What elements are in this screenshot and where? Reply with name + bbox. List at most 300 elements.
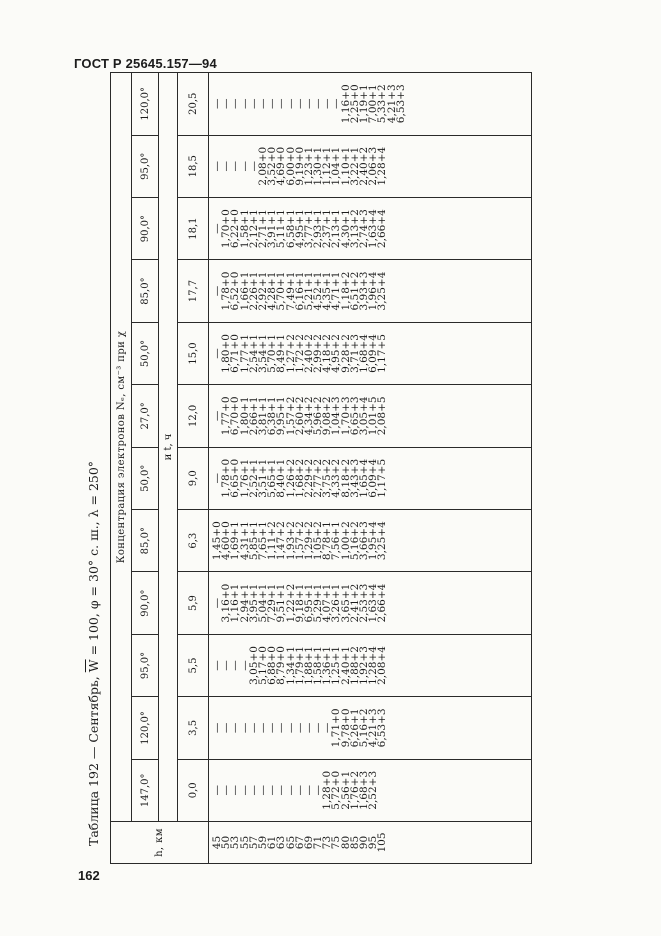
- data-cell: —: [229, 98, 242, 110]
- data-cell: —: [238, 785, 251, 796]
- data-cell: 6,88+0: [266, 646, 279, 685]
- data-column: [209, 572, 532, 634]
- chi-value: 95,0°: [132, 634, 159, 696]
- data-cell: —: [238, 722, 251, 734]
- data-cell: 5,72+0: [330, 770, 343, 810]
- data-cell: 3,81+1: [256, 396, 269, 436]
- data-cell: —: [266, 722, 279, 734]
- data-cell: 1,77+1: [238, 334, 251, 373]
- data-cell: 1,70+3: [339, 396, 352, 436]
- data-cell: 9,28+2: [339, 334, 352, 373]
- data-cell: 4,21+3: [367, 708, 380, 748]
- h-value: 73: [321, 835, 334, 850]
- data-cell: 1,28+4: [367, 646, 380, 685]
- data-cell: 1,10+1: [339, 146, 352, 186]
- chi-value: 147,0°: [132, 759, 159, 821]
- data-cell: —: [211, 722, 223, 734]
- data-cell: 8,18+2: [339, 458, 352, 498]
- data-cell: —: [321, 98, 334, 110]
- data-cell: 5,85+1: [247, 521, 260, 561]
- data-cell: 3,22+1: [348, 146, 361, 186]
- time-value: 5,5: [178, 634, 209, 696]
- data-cell: 5,96+2: [312, 396, 325, 436]
- data-cell: —: [275, 722, 288, 734]
- h-value: 95: [367, 835, 380, 850]
- data-cell: 6,53+3: [394, 84, 407, 124]
- data-cell: 2,66+4: [376, 209, 389, 249]
- h-value: 69: [302, 835, 315, 850]
- data-cell: 1,00+2: [339, 521, 352, 561]
- data-cell: 1,22+2: [284, 583, 297, 623]
- data-cell: 2,92+1: [256, 271, 269, 311]
- data-cell: 4,52+1: [312, 271, 325, 311]
- data-cell: 9,51+1: [275, 583, 288, 623]
- data-cell: 2,08+0: [256, 146, 269, 186]
- data-cell: 3,25+4: [376, 521, 389, 561]
- data-cell: 1,93+2: [284, 521, 297, 561]
- time-value: 9,0: [178, 447, 209, 509]
- data-cell: 2,08+4: [376, 646, 389, 685]
- data-cell: 2,71+1: [256, 209, 269, 249]
- h-value: 67: [293, 835, 306, 850]
- caption-right: = 100, φ = 30° с. ш., λ = 250°: [86, 460, 101, 660]
- data-cell: 8,78+1: [321, 521, 334, 561]
- h-value: 57: [247, 835, 260, 850]
- data-cell: 9,95+1: [275, 396, 288, 436]
- data-cell: 2,53+3: [358, 583, 370, 623]
- data-cell: —: [211, 160, 223, 172]
- data-cell: 1,01+5: [367, 396, 380, 436]
- data-cell: 1,76+2: [348, 770, 361, 810]
- data-cell: 1,36+1: [321, 646, 334, 685]
- data-cell: 8,79+0: [275, 646, 288, 685]
- time-value: 18,5: [178, 135, 209, 197]
- data-cell: 2,56+1: [339, 770, 352, 810]
- data-cell: 4,69+0: [275, 146, 288, 186]
- data-cell: —: [275, 98, 288, 110]
- data-cell: 9,19+0: [293, 146, 306, 186]
- chi-value: 90,0°: [132, 197, 159, 259]
- data-cell: 3,77+1: [302, 209, 315, 249]
- caption-left: Таблица 192 — Сентябрь,: [86, 672, 101, 846]
- data-cell: 6,53+3: [376, 708, 389, 748]
- data-cell: —: [266, 98, 279, 110]
- data-cell: —: [220, 722, 233, 734]
- chi-value: 50,0°: [132, 322, 159, 384]
- data-cell: 9,08+2: [321, 396, 334, 436]
- data-cell: 4,95+2: [330, 334, 343, 373]
- data-cell: 3,65+1: [339, 583, 352, 623]
- data-cell: 1,77+0: [220, 396, 233, 436]
- data-cell: 2,08+5: [376, 396, 389, 436]
- chi-value: 95,0°: [132, 135, 159, 197]
- data-cell: 1,16+1: [229, 583, 242, 623]
- data-cell: 1,71+0: [330, 708, 343, 748]
- h-value: 85: [348, 835, 361, 850]
- data-cell: 1,27+2: [284, 334, 297, 373]
- data-cell: 5,21+1: [302, 271, 315, 311]
- data-column: [209, 197, 532, 259]
- data-cell: 1,12+1: [321, 146, 334, 186]
- h-column: [209, 822, 532, 864]
- data-cell: —: [312, 785, 325, 796]
- h-value: 63: [275, 835, 288, 850]
- data-cell: 5,65+1: [266, 458, 279, 498]
- data-cell: 2,40+1: [339, 646, 352, 685]
- data-cell: 2,40+2: [358, 146, 370, 186]
- data-cell: 6,22+0: [229, 209, 242, 249]
- data-cell: 1,92+3: [358, 646, 370, 685]
- data-cell: 2,52+3: [367, 770, 380, 810]
- data-cell: 5,04+1: [256, 583, 269, 623]
- data-cell: 1,28+4: [376, 146, 389, 186]
- data-cell: —: [211, 98, 223, 110]
- data-column: [209, 322, 532, 384]
- data-cell: 5,70+1: [266, 334, 279, 373]
- data-cell: 1,18+2: [339, 271, 352, 311]
- data-cell: 4,60+0: [220, 521, 233, 561]
- h-value: 59: [256, 835, 269, 850]
- data-cell: 6,09+4: [367, 334, 380, 373]
- data-cell: —: [229, 785, 242, 796]
- data-column: [209, 509, 532, 571]
- concentration-header: Концентрация электронов Nₑ, см⁻³ при χ: [111, 73, 132, 822]
- data-column: [209, 385, 532, 447]
- data-column: [209, 135, 532, 197]
- data-cell: 1,88+1: [302, 646, 315, 685]
- data-cell: 2,13+1: [330, 209, 343, 249]
- data-cell: 6,65+3: [348, 396, 361, 436]
- h-value: 53: [229, 835, 242, 850]
- data-cell: 3,75+2: [321, 458, 334, 498]
- data-cell: —: [284, 98, 297, 110]
- data-cell: 6,38+1: [266, 396, 279, 436]
- data-cell: —: [293, 722, 306, 734]
- page-header: ГОСТ Р 25645.157—94: [74, 56, 217, 71]
- h-value: 61: [266, 835, 279, 850]
- data-cell: —: [330, 98, 343, 110]
- data-cell: 6,58+1: [284, 209, 297, 249]
- data-cell: 8,49+1: [275, 334, 288, 373]
- time-value: 5,9: [178, 572, 209, 634]
- data-cell: —: [247, 160, 260, 172]
- data-cell: 3,05+0: [247, 646, 260, 685]
- data-cell: 1,11+2: [266, 521, 279, 561]
- data-cell: 6,52+0: [229, 271, 242, 311]
- data-cell: 1,80+0: [220, 334, 233, 373]
- data-cell: 2,40+2: [302, 334, 315, 373]
- data-cell: 1,23+1: [302, 146, 315, 186]
- time-row: [178, 73, 209, 864]
- data-cell: 3,95+1: [247, 583, 260, 623]
- data-cell: [378, 760, 387, 821]
- data-cell: 1,69+1: [229, 521, 242, 561]
- data-cell: 6,09+4: [367, 458, 380, 498]
- time-value: 12,0: [178, 385, 209, 447]
- data-cell: 7,00+1: [367, 84, 380, 124]
- data-cell: 2,66+1: [247, 396, 260, 436]
- data-cell: 1,63+4: [367, 583, 380, 623]
- table-body-row: [209, 73, 532, 864]
- data-cell: 7,56+1: [330, 521, 343, 561]
- data-column: [209, 759, 532, 821]
- data-cell: 3,05+4: [358, 396, 370, 436]
- data-cell: 4,34+2: [302, 396, 315, 436]
- data-column: [209, 447, 532, 509]
- data-cell: 4,35+1: [321, 271, 334, 311]
- chi-value: 27,0°: [132, 385, 159, 447]
- data-cell: 1,17+5: [376, 334, 389, 373]
- data-cell: 5,70+1: [275, 271, 288, 311]
- data-cell: 3,91+1: [266, 209, 279, 249]
- data-cell: 1,57+2: [293, 521, 306, 561]
- data-cell: 4,18+2: [321, 334, 334, 373]
- data-cell: 1,96+4: [367, 271, 380, 311]
- data-cell: 4,30+1: [339, 209, 352, 249]
- data-cell: 3,25+4: [376, 271, 389, 311]
- data-cell: 1,65+4: [358, 458, 370, 498]
- data-cell: 1,80+1: [238, 396, 251, 436]
- data-cell: 9,78+0: [339, 708, 352, 748]
- data-cell: 1,30+1: [312, 146, 325, 186]
- data-cell: 1,68+3: [358, 770, 370, 810]
- data-cell: 7,49+1: [284, 271, 297, 311]
- data-cell: —: [229, 722, 242, 734]
- data-cell: 4,21+3: [385, 84, 398, 124]
- data-cell: —: [247, 98, 260, 110]
- data-cell: 5,33+2: [376, 84, 389, 124]
- data-cell: 1,70+0: [220, 209, 233, 249]
- data-cell: 4,71+1: [330, 271, 343, 311]
- data-cell: 6,71+0: [229, 334, 242, 373]
- data-cell: —: [293, 98, 306, 110]
- time-value: 20,5: [178, 73, 209, 136]
- data-cell: 3,13+2: [348, 209, 361, 249]
- data-cell: 5,11+1: [275, 209, 288, 249]
- rotated-table-block: [80, 72, 508, 864]
- h-value: 50: [220, 835, 233, 850]
- data-cell: 1,16+0: [339, 84, 352, 124]
- h-value: 75: [330, 835, 343, 850]
- h-value: 71: [312, 835, 325, 850]
- chi-value: 50,0°: [132, 447, 159, 509]
- chi-value: 120,0°: [132, 73, 159, 136]
- data-cell: —: [247, 785, 260, 796]
- time-value: 15,0: [178, 322, 209, 384]
- data-cell: 3,93+3: [358, 271, 370, 311]
- data-cell: —: [256, 98, 269, 110]
- data-column: [209, 634, 532, 696]
- time-value: 17,7: [178, 260, 209, 322]
- data-column: [209, 73, 532, 136]
- data-cell: 4,28+1: [266, 271, 279, 311]
- data-column: [209, 260, 532, 322]
- chi-value: 120,0°: [132, 697, 159, 759]
- data-cell: —: [238, 660, 251, 671]
- h-value: 105: [376, 832, 389, 853]
- data-cell: 9,18+1: [293, 583, 306, 623]
- data-cell: —: [238, 160, 251, 172]
- data-cell: 2,12+1: [247, 209, 260, 249]
- data-cell: 1,26+2: [284, 458, 297, 498]
- data-cell: —: [275, 785, 288, 796]
- data-cell: 1,04+3: [330, 396, 343, 436]
- data-cell: 1,63+4: [367, 209, 380, 249]
- data-cell: 2,93+1: [312, 209, 325, 249]
- data-cell: —: [302, 785, 315, 796]
- data-cell: 2,26+1: [247, 271, 260, 311]
- h-header: h, км: [111, 822, 209, 864]
- data-cell: —: [220, 98, 233, 110]
- data-cell: 1,68+2: [293, 458, 306, 498]
- data-cell: —: [211, 660, 223, 671]
- data-cell: 5,29+1: [312, 583, 325, 623]
- data-cell: —: [284, 785, 297, 796]
- data-cell: 2,41+2: [348, 583, 361, 623]
- data-cell: —: [211, 473, 223, 484]
- data-cell: —: [284, 722, 297, 734]
- chi-value: 85,0°: [132, 260, 159, 322]
- data-cell: 8,40+1: [275, 458, 288, 498]
- h-value: 80: [339, 835, 352, 850]
- data-cell: —: [211, 785, 223, 796]
- data-cell: —: [256, 722, 269, 734]
- data-cell: 1,58+1: [312, 646, 325, 685]
- chi-row: [132, 73, 159, 864]
- data-cell: —: [211, 223, 223, 234]
- data-cell: 3,66+3: [358, 521, 370, 561]
- data-cell: 3,16+0: [220, 583, 233, 623]
- data-cell: —: [312, 722, 325, 734]
- data-cell: 6,00+0: [284, 146, 297, 186]
- data-cell: 3,71+3: [348, 334, 361, 373]
- time-value: 18,1: [178, 197, 209, 259]
- data-cell: —: [321, 722, 334, 734]
- data-cell: 2,25+0: [348, 84, 361, 124]
- data-column: [209, 697, 532, 759]
- data-cell: 6,70+0: [229, 396, 242, 436]
- data-cell: 1,58+1: [238, 209, 251, 249]
- data-cell: 3,43+3: [348, 458, 361, 498]
- data-cell: 1,95+4: [367, 521, 380, 561]
- data-cell: —: [211, 285, 223, 297]
- data-table: [110, 72, 532, 864]
- time-value: 6,3: [178, 509, 209, 571]
- data-cell: 6,95+1: [302, 583, 315, 623]
- data-cell: 2,54+1: [247, 334, 260, 373]
- data-cell: 2,66+4: [376, 583, 389, 623]
- h-value: 65: [284, 835, 297, 850]
- data-cell: 2,37+1: [321, 209, 334, 249]
- data-cell: 2,94+1: [238, 583, 251, 623]
- data-cell: 2,06+3: [367, 146, 380, 186]
- data-cell: —: [312, 98, 325, 110]
- data-cell: 4,33+2: [330, 458, 343, 498]
- time-value: 3,5: [178, 697, 209, 759]
- data-cell: 2,29+2: [302, 458, 315, 498]
- time-value: 0,0: [178, 759, 209, 821]
- data-cell: 3,52+0: [266, 146, 279, 186]
- data-cell: —: [211, 348, 223, 359]
- data-cell: 4,07+1: [321, 583, 334, 623]
- data-cell: 5,17+0: [256, 646, 269, 685]
- data-cell: —: [266, 785, 279, 796]
- data-cell: —: [220, 160, 233, 172]
- chi-value: 85,0°: [132, 509, 159, 571]
- data-cell: 1,45+0: [211, 521, 223, 561]
- data-cell: —: [256, 785, 269, 796]
- data-cell: 1,57+2: [284, 396, 297, 436]
- data-cell: 4,31+1: [238, 521, 251, 561]
- chi-value: 90,0°: [132, 572, 159, 634]
- data-cell: 6,26+1: [348, 708, 361, 748]
- data-cell: 1,72+2: [293, 334, 306, 373]
- data-cell: 7,65+1: [256, 521, 269, 561]
- data-cell: —: [302, 98, 315, 110]
- data-cell: 6,16+1: [293, 271, 306, 311]
- data-cell: 3,26+1: [330, 583, 343, 623]
- h-value: 55: [238, 835, 251, 850]
- data-cell: 1,19+1: [358, 84, 370, 124]
- data-cell: —: [220, 785, 233, 796]
- data-cell: —: [211, 597, 223, 609]
- data-cell: —: [302, 722, 315, 734]
- data-cell: 5,16+2: [348, 521, 361, 561]
- data-cell: 7,29+1: [266, 583, 279, 623]
- data-cell: 1,47+2: [275, 521, 288, 561]
- data-cell: —: [293, 785, 306, 796]
- data-cell: 4,95+1: [293, 209, 306, 249]
- data-cell: 6,65+0: [229, 458, 242, 498]
- data-cell: —: [211, 410, 223, 422]
- h-value: 45: [211, 835, 223, 850]
- data-cell: 1,29+2: [302, 521, 315, 561]
- data-cell: 1,04+1: [330, 146, 343, 186]
- data-cell: 1,88+2: [348, 646, 361, 685]
- data-cell: 3,54+1: [256, 334, 269, 373]
- data-cell: —: [229, 660, 242, 671]
- data-cell: 1,25+1: [330, 646, 343, 685]
- time-header: и t, ч: [159, 73, 178, 822]
- table-caption: [80, 72, 108, 864]
- page-number: 162: [78, 868, 100, 883]
- data-cell: —: [220, 660, 233, 671]
- data-cell: 5,16+2: [358, 708, 370, 748]
- data-cell: 6,51+2: [348, 271, 361, 311]
- data-cell: —: [238, 98, 251, 110]
- data-cell: 1,79+1: [293, 646, 306, 685]
- data-cell: —: [247, 722, 260, 734]
- data-cell: 1,05+2: [312, 521, 325, 561]
- data-cell: 1,78+0: [220, 271, 233, 311]
- caption-w: $\overline{W}$: [86, 659, 101, 673]
- data-cell: 2,99+2: [312, 334, 325, 373]
- data-cell: 2,52+1: [247, 458, 260, 498]
- data-cell: 1,34+1: [284, 646, 297, 685]
- data-cell: 1,78+0: [220, 458, 233, 498]
- data-cell: 1,66+1: [238, 271, 251, 311]
- data-cell: 1,76+1: [238, 458, 251, 498]
- data-cell: 2,77+2: [312, 458, 325, 498]
- h-value: 90: [358, 835, 370, 850]
- data-cell: 3,51+1: [256, 458, 269, 498]
- data-cell: —: [229, 160, 242, 172]
- data-cell: 1,17+5: [376, 458, 389, 498]
- data-cell: 1,28+0: [321, 770, 334, 810]
- data-cell: 2,60+2: [293, 396, 306, 436]
- data-cell: 1,68+4: [358, 334, 370, 373]
- data-cell: 2,74+3: [358, 209, 370, 249]
